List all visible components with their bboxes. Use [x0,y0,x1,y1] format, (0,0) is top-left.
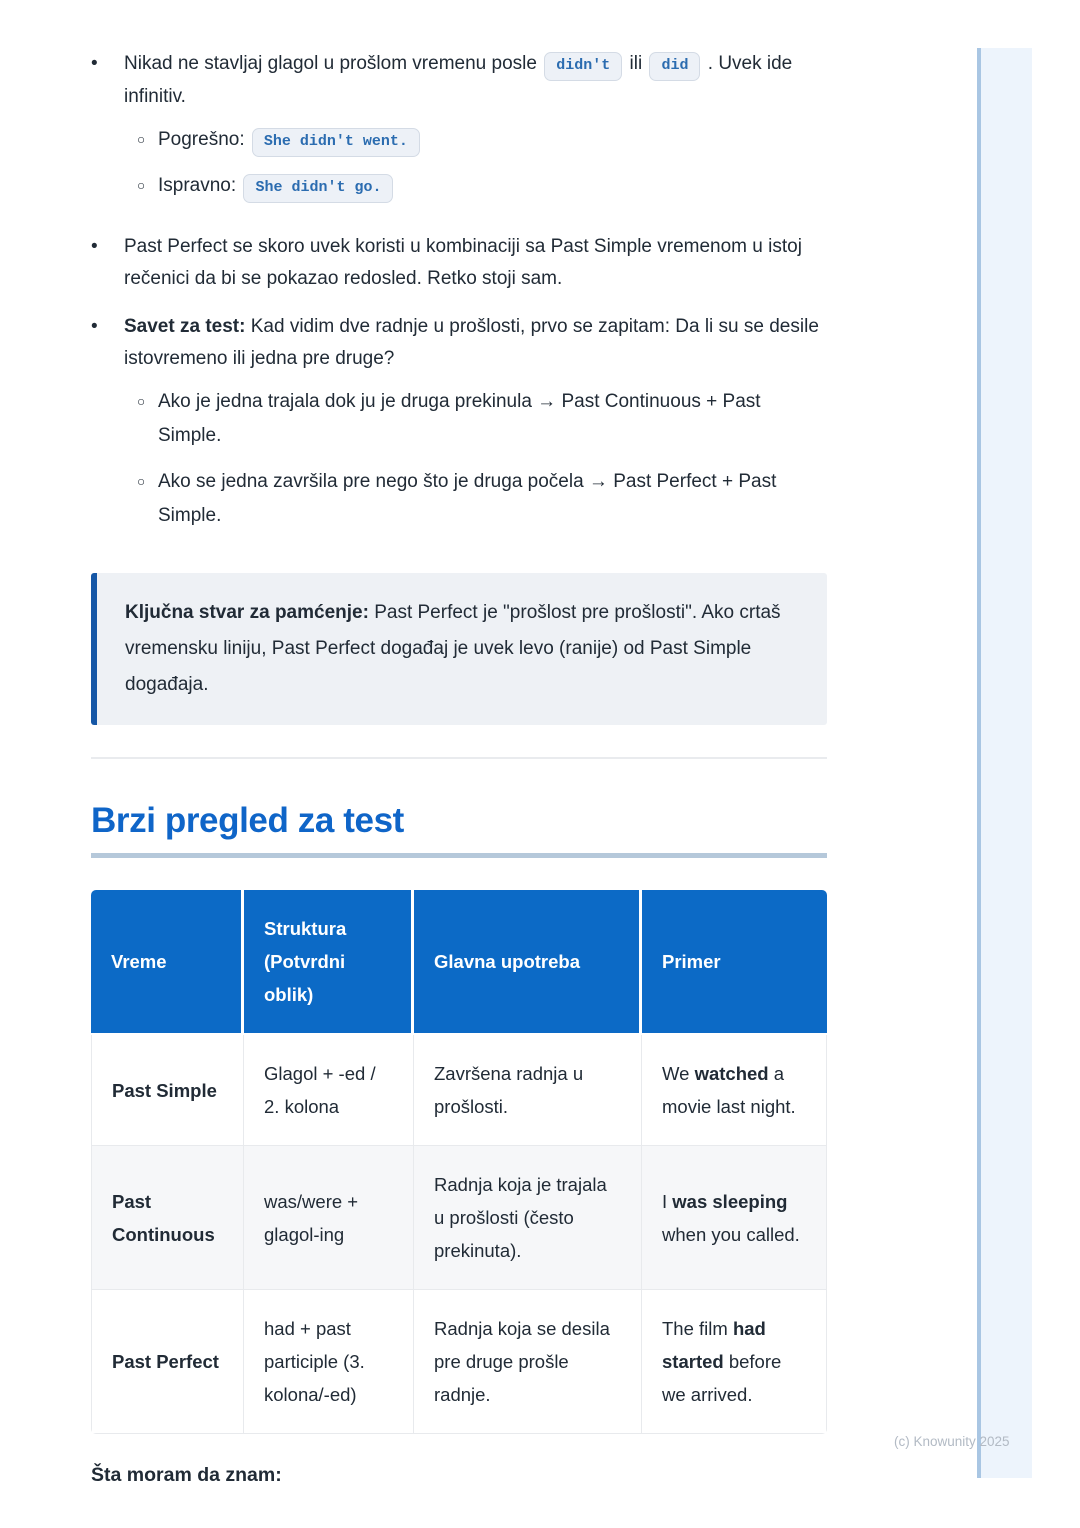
bullet-text-segment: . Uvek ide infinitiv. [124,53,793,107]
header-cell-upotreba: Glavna upotreba [414,890,642,1035]
sub-bullet-text: Ako se jedna završila pre nego što je druga počela → Past Perfect + Past Simple. [158,471,777,526]
summary-table-wrapper [91,890,827,1434]
inline-code-chip: She didn't go. [243,174,393,203]
next-page-edge-strip [977,48,1032,1478]
circle-bullet-icon: ○ [137,178,146,193]
watermark: (c) Knowunity 2025 [894,1434,1010,1449]
bullet-text-segment: Kad vidim dve radnje u prošlosti, prvo se zapitam: Da li su se desile istovremeno ili jedna pre druge? [124,316,819,369]
bullet-text: Past Perfect se skoro uvek koristi u kombinaciji sa Past Simple vremenom u istoj rečenici da bi se pokazao redosled. Retko stoji sam. [124,236,802,289]
bullet-bold-lead: Savet za test: [124,316,246,337]
section-divider [91,757,827,759]
section-heading: Brzi pregled za test [91,801,404,840]
sub-bullet-label: Ispravno: [158,175,237,196]
table-header-row [91,890,827,1035]
bullet-text [124,311,827,545]
header-cell-primer: Primer [642,890,827,1035]
circle-bullet-icon: ○ [137,474,146,489]
header-cell-struktura: Struktura (Potvrdni oblik) [244,890,414,1035]
header-cell-vreme: Vreme [91,890,244,1035]
sub-bullet-item-perfect-rule [124,465,827,533]
bullet-dot-icon: • [91,53,98,74]
inline-code-chip: She didn't went. [252,128,420,157]
bullet-item-test-tip [91,311,827,545]
sub-bullet-text [158,123,827,157]
sub-bullet-list [124,123,827,203]
cell-usage: Radnja koja se desila pre druge prošle radnje. [414,1290,642,1434]
bullet-item-no-past-after-didnt [91,48,827,215]
sub-bullet-text [158,169,827,203]
summary-table [91,890,827,1434]
circle-bullet-icon: ○ [137,394,146,409]
cell-example: I was sleeping when you called. [642,1146,827,1290]
table-row-past-simple [91,1035,827,1146]
table-row-past-perfect [91,1290,827,1434]
footer-heading: Šta moram da znam: [91,1464,282,1486]
cell-tense: Past Simple [91,1035,244,1146]
cell-structure: Glagol + -ed / 2. kolona [244,1035,414,1146]
sub-bullet-text: Ako je jedna trajala dok ju je druga prekinula → Past Continuous + Past Simple. [158,391,761,446]
cell-usage: Radnja koja je trajala u prošlosti (često prekinuta). [414,1146,642,1290]
cell-tense: Past Perfect [91,1290,244,1434]
callout-bold-lead: Ključna stvar za pamćenje: [125,602,369,623]
bullet-text-segment: ili [629,53,643,74]
bullet-text [124,48,827,215]
bullet-list [91,0,827,545]
bullet-dot-icon: • [91,236,98,257]
bullet-text-segment: Nikad ne stavljaj glagol u prošlom vremenu posle [124,53,537,74]
cell-tense: Past Continuous [91,1146,244,1290]
sub-bullet-label: Pogrešno: [158,129,245,150]
cell-structure: had + past participle (3. kolona/-ed) [244,1290,414,1434]
heading-underline [91,853,827,858]
sub-bullet-item-correct-example [124,169,827,203]
callout-text: Past Perfect je "prošlost pre prošlosti". Ako crtaš vremensku liniju, Past Perfect događaj je uvek levo (ranije) od Past Simple događaja. [125,602,781,695]
table-row-past-continuous [91,1146,827,1290]
bullet-item-past-perfect-combo [91,231,827,295]
bullet-dot-icon: • [91,316,98,337]
sub-bullet-item-wrong-example [124,123,827,157]
circle-bullet-icon: ○ [137,132,146,147]
cell-structure: was/were + glagol-ing [244,1146,414,1290]
cell-example: We watched a movie last night. [642,1035,827,1146]
key-point-callout [91,573,827,725]
sub-bullet-item-continuous-rule [124,385,827,453]
cell-example: The film had started before we arrived. [642,1290,827,1434]
inline-code-chip: didn't [544,52,622,81]
inline-code-chip: did [649,52,700,81]
document-content [91,0,827,1487]
cell-usage: Završena radnja u prošlosti. [414,1035,642,1146]
sub-bullet-list [124,385,827,533]
